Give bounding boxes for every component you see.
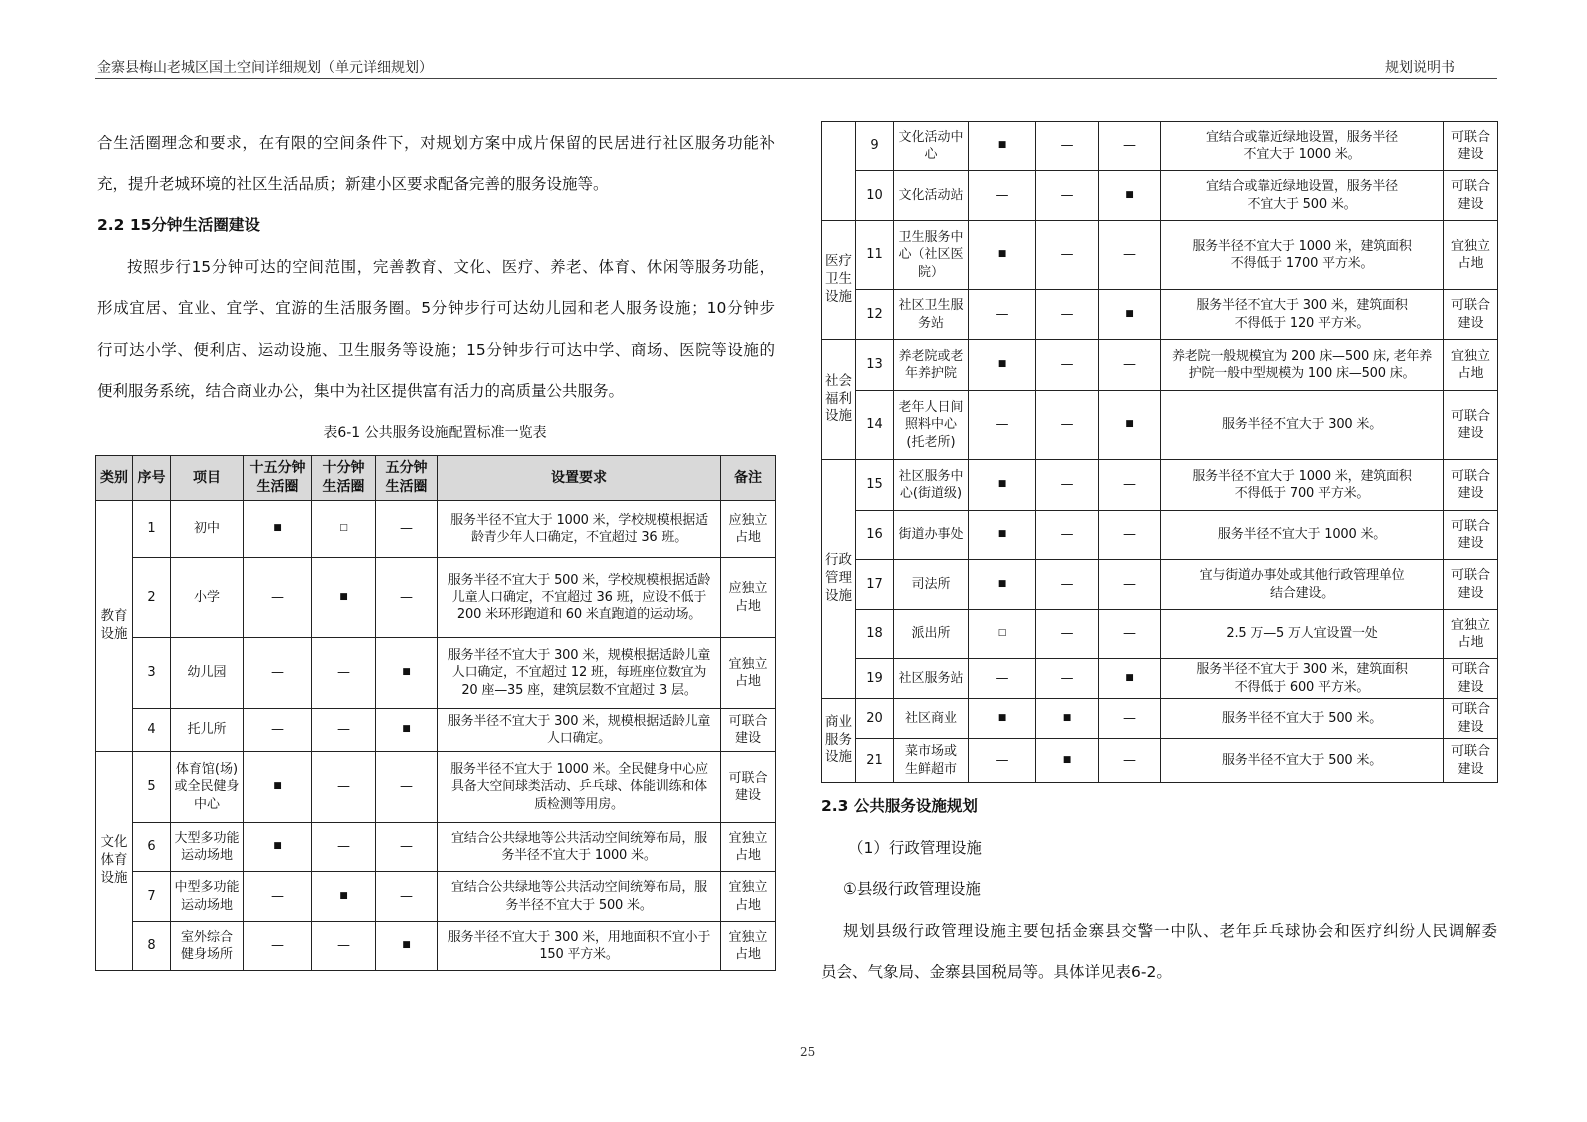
facility-name-cell: 文化活动站 [894, 171, 969, 221]
table-row [96, 709, 776, 752]
facility-name-cell: 社区服务站 [894, 659, 969, 699]
row-number-cell: 2 [133, 558, 171, 638]
requirement-cell: 宜结合公共绿地等公共活动空间统筹布局，服 务半径不宜大于 500 米。 [438, 872, 721, 922]
intro-line: 合生活圈理念和要求，在有限的空间条件下，对规划方案中成片保留的民居进行社区服务功能补 [97, 134, 775, 152]
table-row [822, 610, 1498, 659]
facility-name-cell: 社区商业 [894, 699, 969, 739]
facility-name-cell: 体育馆(场) 或全民健身 中心 [171, 752, 244, 823]
ten-minute-cell: — [1036, 511, 1099, 560]
five-minute-cell: — [1099, 739, 1161, 783]
note-cell: 可联合 建设 [1444, 391, 1498, 460]
header-rule [95, 78, 1497, 79]
note-cell: 应独立 占地 [721, 558, 776, 638]
section-heading: 2.3 公共服务设施规划 [821, 797, 978, 815]
five-minute-cell: — [1099, 221, 1161, 290]
five-minute-cell: — [1099, 511, 1161, 560]
category-cell: 商业 服务 设施 [822, 699, 856, 783]
row-number-cell: 20 [856, 699, 894, 739]
note-cell: 可联合 建设 [1444, 560, 1498, 610]
table-row [822, 391, 1498, 460]
row-number-cell: 16 [856, 511, 894, 560]
subsection-heading: （1）行政管理设施 [848, 839, 982, 857]
row-number-cell: 19 [856, 659, 894, 699]
fifteen-minute-cell: — [244, 558, 312, 638]
table-row [822, 739, 1498, 783]
fifteen-minute-cell: — [969, 290, 1036, 340]
facility-standard-table-left [95, 455, 776, 971]
requirement-cell: 2.5 万—5 万人宜设置一处 [1161, 610, 1444, 659]
facility-name-cell: 大型多功能 运动场地 [171, 823, 244, 872]
row-number-cell: 3 [133, 638, 171, 709]
facility-name-cell: 司法所 [894, 560, 969, 610]
note-cell: 宜独立 占地 [1444, 221, 1498, 290]
fifteen-minute-cell: ■ [969, 221, 1036, 290]
five-minute-cell: — [376, 823, 438, 872]
five-minute-cell: ■ [1099, 290, 1161, 340]
body-line: 规划县级行政管理设施主要包括金寨县交警一中队、老年乒乓球协会和医疗纠纷人民调解委 [843, 922, 1497, 940]
requirement-cell: 宜结合或靠近绿地设置，服务半径 不宜大于 1000 米。 [1161, 122, 1444, 171]
facility-name-cell: 中型多功能 运动场地 [171, 872, 244, 922]
note-cell: 宜独立 占地 [721, 823, 776, 872]
category-cell: 文化 体育 设施 [96, 752, 133, 971]
facility-name-cell: 菜市场或 生鲜超市 [894, 739, 969, 783]
fifteen-minute-cell: ■ [969, 340, 1036, 391]
ten-minute-cell: — [312, 752, 376, 823]
requirement-cell: 服务半径不宜大于 300 米，建筑面积 不得低于 600 平方米。 [1161, 659, 1444, 699]
section-heading: 2.2 15分钟生活圈建设 [97, 216, 260, 234]
row-number-cell: 11 [856, 221, 894, 290]
table-row [822, 560, 1498, 610]
fifteen-minute-cell: — [244, 922, 312, 971]
facility-name-cell: 托儿所 [171, 709, 244, 752]
five-minute-cell: — [1099, 340, 1161, 391]
note-cell: 可联合 建设 [721, 752, 776, 823]
row-number-cell: 15 [856, 460, 894, 511]
ten-minute-cell: ■ [1036, 699, 1099, 739]
ten-minute-cell: — [312, 823, 376, 872]
table-row [96, 922, 776, 971]
requirement-cell: 服务半径不宜大于 1000 米。全民健身中心应 具备大空间球类活动、乒乓球、体能训练和体 质检测等用房。 [438, 752, 721, 823]
document-title: 金寨县梅山老城区国土空间详细规划（单元详细规划） [97, 60, 433, 76]
table-row [822, 460, 1498, 511]
table-row [96, 501, 776, 558]
five-minute-cell: — [1099, 699, 1161, 739]
note-cell: 可联合 建设 [1444, 659, 1498, 699]
table-row [822, 290, 1498, 340]
ten-minute-cell: — [1036, 460, 1099, 511]
ten-minute-cell: — [1036, 122, 1099, 171]
requirement-cell: 服务半径不宜大于 1000 米，建筑面积 不得低于 1700 平方米。 [1161, 221, 1444, 290]
category-cell: 行政 管理 设施 [822, 460, 856, 699]
fifteen-minute-cell: ■ [244, 501, 312, 558]
table-row [96, 638, 776, 709]
item-heading: ①县级行政管理设施 [843, 880, 981, 898]
five-minute-cell: — [376, 501, 438, 558]
facility-name-cell: 派出所 [894, 610, 969, 659]
ten-minute-cell: — [1036, 391, 1099, 460]
fifteen-minute-cell: ■ [969, 122, 1036, 171]
requirement-cell: 服务半径不宜大于 1000 米，建筑面积 不得低于 700 平方米。 [1161, 460, 1444, 511]
five-minute-cell: — [1099, 460, 1161, 511]
facility-name-cell: 街道办事处 [894, 511, 969, 560]
requirement-cell: 服务半径不宜大于 1000 米。 [1161, 511, 1444, 560]
fifteen-minute-cell: ■ [244, 823, 312, 872]
table-row [822, 511, 1498, 560]
ten-minute-cell: — [312, 709, 376, 752]
table-row [96, 823, 776, 872]
table-row [822, 659, 1498, 699]
category-cell: 医疗 卫生 设施 [822, 221, 856, 340]
fifteen-minute-cell: ■ [969, 699, 1036, 739]
five-minute-cell: ■ [1099, 391, 1161, 460]
facility-name-cell: 文化活动中 心 [894, 122, 969, 171]
category-cell: 社会 福利 设施 [822, 340, 856, 460]
table-row [822, 171, 1498, 221]
requirement-cell: 宜与街道办事处或其他行政管理单位 结合建设。 [1161, 560, 1444, 610]
table-body [822, 122, 1498, 783]
document-type-label: 规划说明书 [1385, 60, 1455, 76]
row-number-cell: 21 [856, 739, 894, 783]
ten-minute-cell: ■ [312, 872, 376, 922]
fifteen-minute-cell: — [244, 872, 312, 922]
note-cell: 可联合 建设 [1444, 739, 1498, 783]
five-minute-cell: — [376, 872, 438, 922]
header-number: 序号 [133, 456, 171, 501]
header-ten-minute: 十分钟 生活圈 [312, 456, 376, 501]
table-header-row [96, 456, 776, 501]
note-cell: 宜独立 占地 [721, 638, 776, 709]
note-cell: 可联合 建设 [1444, 460, 1498, 511]
ten-minute-cell: — [1036, 560, 1099, 610]
intro-line: 充，提升老城环境的社区生活品质；新建小区要求配备完善的服务设施等。 [97, 175, 609, 193]
ten-minute-cell: □ [312, 501, 376, 558]
row-number-cell: 10 [856, 171, 894, 221]
note-cell: 可联合 建设 [1444, 511, 1498, 560]
ten-minute-cell: — [1036, 340, 1099, 391]
facility-name-cell: 初中 [171, 501, 244, 558]
row-number-cell: 7 [133, 872, 171, 922]
table-row [96, 752, 776, 823]
fifteen-minute-cell: ■ [969, 560, 1036, 610]
five-minute-cell: ■ [376, 922, 438, 971]
fifteen-minute-cell: — [969, 391, 1036, 460]
table-row [822, 340, 1498, 391]
fifteen-minute-cell: — [969, 739, 1036, 783]
header-item: 项目 [171, 456, 244, 501]
table-row [96, 872, 776, 922]
facility-name-cell: 养老院或老 年养护院 [894, 340, 969, 391]
note-cell: 可联合 建设 [721, 709, 776, 752]
facility-name-cell: 室外综合 健身场所 [171, 922, 244, 971]
table-row [96, 558, 776, 638]
requirement-cell: 服务半径不宜大于 1000 米，学校规模根据适 龄青少年人口确定，不宜超过 36 班。 [438, 501, 721, 558]
facility-name-cell: 老年人日间 照料中心 (托老所) [894, 391, 969, 460]
page-number: 25 [800, 1045, 816, 1059]
five-minute-cell: — [1099, 610, 1161, 659]
body-line: 员会、气象局、金寨县国税局等。具体详见表6-2。 [821, 963, 1172, 981]
requirement-cell: 服务半径不宜大于 500 米。 [1161, 739, 1444, 783]
five-minute-cell: — [1099, 560, 1161, 610]
facility-standard-table-right [821, 121, 1498, 783]
row-number-cell: 1 [133, 501, 171, 558]
facility-name-cell: 卫生服务中 心（社区医 院） [894, 221, 969, 290]
body-line: 行可达小学、便利店、运动设施、卫生服务等设施；15分钟步行可达中学、商场、医院等设施的 [97, 341, 775, 359]
body-line: 便利服务系统，结合商业办公，集中为社区提供富有活力的高质量公共服务。 [97, 382, 625, 400]
row-number-cell: 13 [856, 340, 894, 391]
header-category: 类别 [96, 456, 133, 501]
requirement-cell: 服务半径不宜大于 300 米，建筑面积 不得低于 120 平方米。 [1161, 290, 1444, 340]
ten-minute-cell: — [1036, 171, 1099, 221]
table-body [96, 501, 776, 971]
note-cell: 应独立 占地 [721, 501, 776, 558]
five-minute-cell: — [376, 752, 438, 823]
row-number-cell: 9 [856, 122, 894, 171]
requirement-cell: 养老院一般规模宜为 200 床—500 床, 老年养 护院一般中型规模为 100 床—500 床。 [1161, 340, 1444, 391]
note-cell: 可联合 建设 [1444, 171, 1498, 221]
category-cell: 教育 设施 [96, 501, 133, 752]
note-cell: 可联合 建设 [1444, 122, 1498, 171]
five-minute-cell: — [1099, 122, 1161, 171]
row-number-cell: 6 [133, 823, 171, 872]
ten-minute-cell: — [1036, 221, 1099, 290]
note-cell: 可联合 建设 [1444, 699, 1498, 739]
facility-name-cell: 小学 [171, 558, 244, 638]
fifteen-minute-cell: □ [969, 610, 1036, 659]
row-number-cell: 4 [133, 709, 171, 752]
requirement-cell: 服务半径不宜大于 300 米，规模根据适龄儿童 人口确定。 [438, 709, 721, 752]
five-minute-cell: ■ [376, 709, 438, 752]
note-cell: 宜独立 占地 [721, 872, 776, 922]
fifteen-minute-cell: — [244, 709, 312, 752]
ten-minute-cell: — [312, 638, 376, 709]
requirement-cell: 宜结合或靠近绿地设置，服务半径 不宜大于 500 米。 [1161, 171, 1444, 221]
row-number-cell: 18 [856, 610, 894, 659]
header-requirement: 设置要求 [438, 456, 721, 501]
ten-minute-cell: ■ [312, 558, 376, 638]
row-number-cell: 12 [856, 290, 894, 340]
note-cell: 宜独立 占地 [721, 922, 776, 971]
ten-minute-cell: — [1036, 659, 1099, 699]
note-cell: 可联合 建设 [1444, 290, 1498, 340]
requirement-cell: 服务半径不宜大于 300 米，规模根据适龄儿童 人口确定，不宜超过 12 班，每班座位数宜为 20 座—35 座，建筑层数不宜超过 3 层。 [438, 638, 721, 709]
body-line: 按照步行15分钟可达的空间范围，完善教育、文化、医疗、养老、体育、休闲等服务功能， [127, 258, 775, 276]
row-number-cell: 14 [856, 391, 894, 460]
body-line: 形成宜居、宜业、宜学、宜游的生活服务圈。5分钟步行可达幼儿园和老人服务设施；10分钟步 [97, 299, 775, 317]
header-note: 备注 [721, 456, 776, 501]
fifteen-minute-cell: — [969, 171, 1036, 221]
facility-name-cell: 幼儿园 [171, 638, 244, 709]
requirement-cell: 服务半径不宜大于 500 米，学校规模根据适龄 儿童人口确定，不宜超过 36 班，应设不低于 200 米环形跑道和 60 米直跑道的运动场。 [438, 558, 721, 638]
ten-minute-cell: — [1036, 290, 1099, 340]
table-caption: 表6-1 公共服务设施配置标准一览表 [323, 425, 547, 441]
ten-minute-cell: ■ [1036, 739, 1099, 783]
facility-name-cell: 社区卫生服 务站 [894, 290, 969, 340]
table-row [822, 122, 1498, 171]
fifteen-minute-cell: — [969, 659, 1036, 699]
note-cell: 宜独立 占地 [1444, 340, 1498, 391]
header-fifteen-minute: 十五分钟 生活圈 [244, 456, 312, 501]
row-number-cell: 17 [856, 560, 894, 610]
fifteen-minute-cell: ■ [244, 752, 312, 823]
requirement-cell: 宜结合公共绿地等公共活动空间统筹布局，服 务半径不宜大于 1000 米。 [438, 823, 721, 872]
table-row [822, 221, 1498, 290]
fifteen-minute-cell: ■ [969, 460, 1036, 511]
five-minute-cell: — [376, 558, 438, 638]
requirement-cell: 服务半径不宜大于 300 米。 [1161, 391, 1444, 460]
row-number-cell: 8 [133, 922, 171, 971]
category-cell [822, 122, 856, 221]
requirement-cell: 服务半径不宜大于 300 米，用地面积不宜小于 150 平方米。 [438, 922, 721, 971]
ten-minute-cell: — [312, 922, 376, 971]
requirement-cell: 服务半径不宜大于 500 米。 [1161, 699, 1444, 739]
five-minute-cell: ■ [1099, 659, 1161, 699]
fifteen-minute-cell: ■ [969, 511, 1036, 560]
facility-name-cell: 社区服务中 心(街道级) [894, 460, 969, 511]
five-minute-cell: ■ [1099, 171, 1161, 221]
header-five-minute: 五分钟 生活圈 [376, 456, 438, 501]
fifteen-minute-cell: — [244, 638, 312, 709]
five-minute-cell: ■ [376, 638, 438, 709]
ten-minute-cell: — [1036, 610, 1099, 659]
table-row [822, 699, 1498, 739]
row-number-cell: 5 [133, 752, 171, 823]
note-cell: 宜独立 占地 [1444, 610, 1498, 659]
